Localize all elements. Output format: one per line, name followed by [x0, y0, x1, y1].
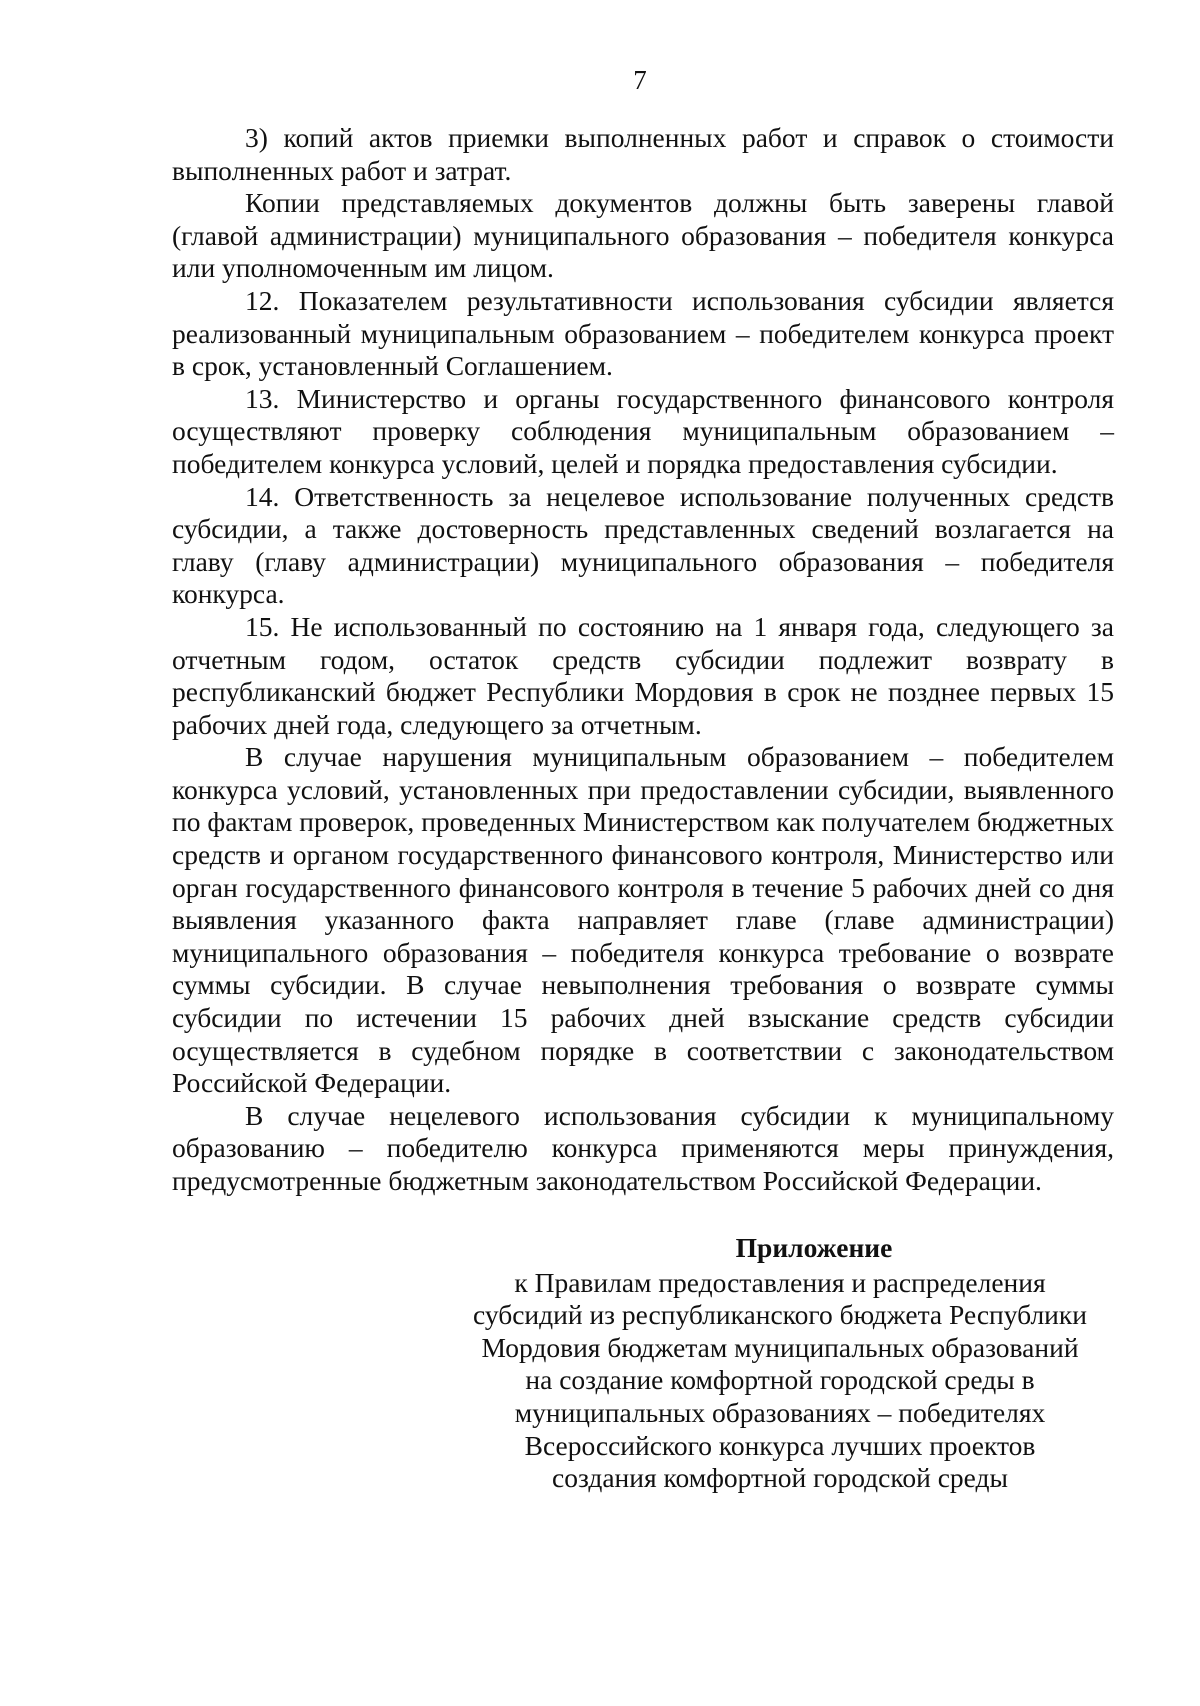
paragraph-14: 14. Ответственность за нецелевое использование полученных средств субсидии, а также достоверность представленных сведений возлагается на главу (главу администрации) муниципального образования – победителя конкурса.	[172, 480, 1114, 610]
paragraph-13: 13. Министерство и органы государственного финансового контроля осуществляют проверку соблюдения муниципальным образованием – победителем конкурса условий, целей и порядка предоставления субсидии.	[172, 382, 1114, 479]
appendix-block	[470, 1232, 1150, 1495]
document-body	[172, 122, 1114, 1198]
paragraph-item-3: 3) копий актов приемки выполненных работ и справок о стоимости выполненных работ и затрат.	[172, 122, 1114, 186]
page-number: 7	[633, 65, 647, 95]
paragraph-violation-case: В случае нарушения муниципальным образованием – победителем конкурса условий, установленных при предоставлении субсидии, выявленного по фактам проверок, проведенных Министерством как получателем бюджетных средств и органом государственного финансового контроля, Министерство или орган государственного финансового контроля в течение 5 рабочих дней со дня выявления указанного факта направляет главе (главе администрации) муниципального образования – победителя конкурса требование о возврате суммы субсидии. В случае невыполнения требования о возврате суммы субсидии по истечении 15 рабочих дней взыскание средств субсидии осуществляется в судебном порядке в соответствии с законодательством Российской Федерации.	[172, 741, 1114, 1099]
appendix-text: к Правилам предоставления и распределения субсидий из республиканского бюджета Республики Мордовия бюджетам муниципальных образований на создание комфортной городской среды в муниципальных образованиях – победителях Всероссийского конкурса лучших проектов создания комфортной городской среды	[473, 1266, 1087, 1494]
paragraph-15: 15. Не использованный по состоянию на 1 января года, следующего за отчетным годом, остаток средств субсидии подлежит возврату в республиканский бюджет Республики Мордовия в срок не позднее первых 15 рабочих дней года, следующего за отчетным.	[172, 610, 1114, 740]
appendix-title: Приложение	[735, 1232, 893, 1263]
paragraph-misuse-case: В случае нецелевого использования субсидии к муниципальному образованию – победителю конкурса применяются меры принуждения, предусмотренные бюджетным законодательством Российской Федерации.	[172, 1099, 1114, 1196]
paragraph-12: 12. Показателем результативности использования субсидии является реализованный муниципальным образованием – победителем конкурса проект в срок, установленный Соглашением.	[172, 284, 1114, 382]
paragraph-copies-certification: Копии представляемых документов должны быть заверены главой (главой администрации) муниципального образования – победителя конкурса или уполномоченным им лицом.	[172, 187, 1114, 284]
